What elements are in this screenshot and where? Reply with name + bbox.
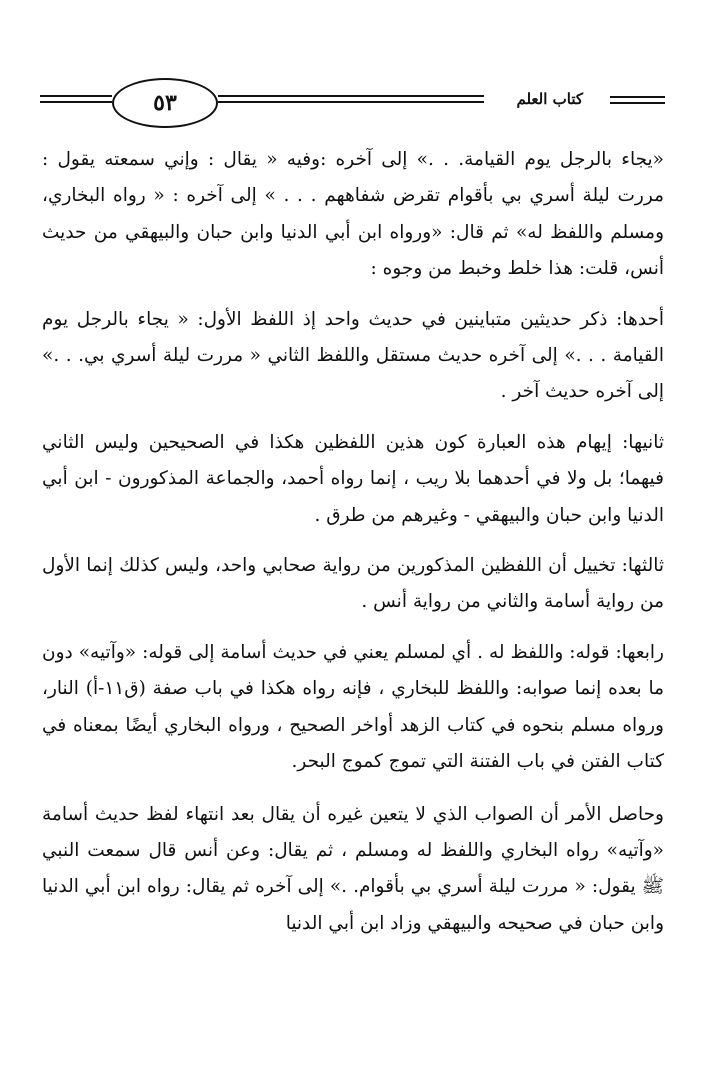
page-number-oval [112, 78, 218, 128]
page-header [40, 74, 665, 130]
paragraph: ثانيها: إيهام هذه العبارة كون هذين اللفظين هكذا في الصحيحين وليس الثاني فيهما؛ بل ولا في أحدهما بلا ريب ، إنما رواه أحمد، والجماعة المذكورون - ابن أبي الدنيا وابن حبان والبيهقي - وغيرهم من طرق . [42, 431, 664, 526]
header-rule [218, 95, 484, 97]
page-number: ٥٣ [153, 90, 177, 116]
header-rule [610, 102, 665, 104]
chapter-title: كتاب العلم [516, 90, 583, 108]
page-body [42, 142, 664, 942]
header-rule [218, 101, 484, 103]
paragraph: وحاصل الأمر أن الصواب الذي لا يتعين غيره أن يقال بعد انتهاء لفظ حديث أسامة «وآتيه» رواه البخاري واللفظ له ومسلم ، ثم يقال: وعن أنس قال سمعت النبي ﷺ يقول: « مررت ليلة أسري بي بأقوام. .» إلى آخره ثم يقال: رواه ابن أبي الدنيا وابن حبان في صحيحه والبيهقي وزاد ابن أبي الدنيا [42, 803, 664, 934]
paragraph: رابعها: قوله: واللفظ له . أي لمسلم يعني في حديث أسامة إلى قوله: «وآتيه» دون ما بعده إنما صوابه: واللفظ للبخاري ، فإنه رواه هكذا في باب صفة (ق١١-أ) النار، ورواه مسلم بنحوه في كتاب الزهد أواخر الصحيح ، ورواه البخاري أيضًا بمعناه في كتاب الفتن في باب الفتنة التي تموج كموج البحر. [42, 641, 664, 773]
header-rule [40, 101, 112, 103]
header-rule [40, 95, 112, 97]
paragraph: ثالثها: تخييل أن اللفظين المذكورين من رواية صحابي واحد، وليس كذلك إنما الأول من رواية أسامة والثاني من رواية أنس . [42, 555, 664, 613]
paragraph: أحدها: ذكر حديثين متباينين في حديث واحد إذ اللفظ الأول: « يجاء بالرجل يوم القيامة . . .» إلى آخره حديث مستقل واللفظ الثاني « مررت ليلة أسري بي. . .» إلى آخره حديث آخر . [42, 308, 664, 403]
header-rule [610, 96, 665, 98]
paragraph: «يجاء بالرجل يوم القيامة. . .» إلى آخره :وفيه « يقال : وإني سمعته يقول : مررت ليلة أسري بي بأقوام تقرض شفاههم . . . » إلى آخره : « رواه البخاري، ومسلم واللفظ له» ثم قال: «ورواه ابن أبي الدنيا وابن حبان والبيهقي من حديث أنس، قلت: هذا خلط وخبط من وجوه : [42, 149, 664, 280]
